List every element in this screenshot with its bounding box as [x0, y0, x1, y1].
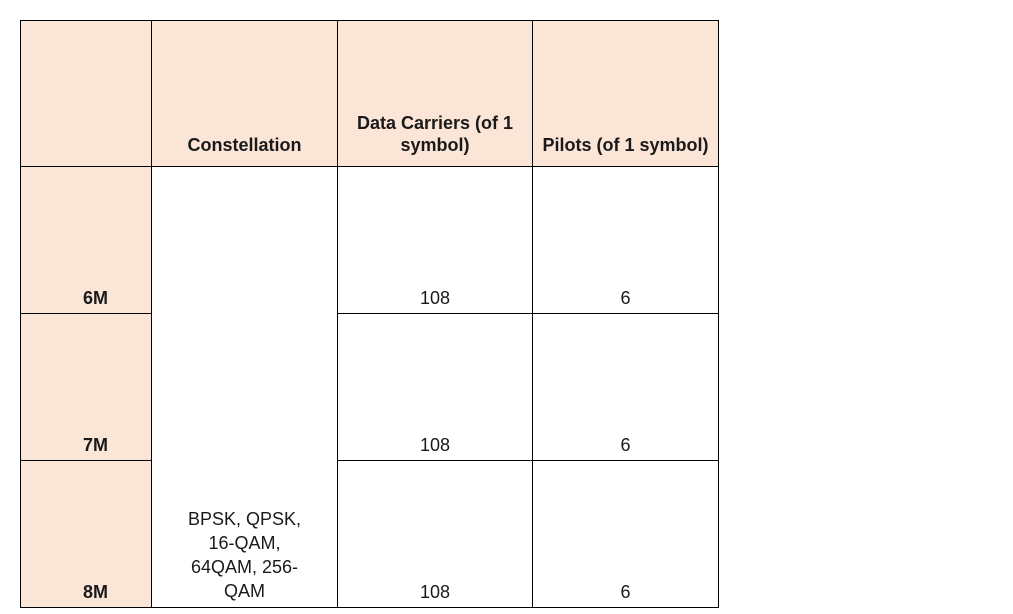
data-carriers-value: 108	[338, 314, 533, 461]
spec-table	[20, 20, 719, 608]
data-carriers-value: 108	[338, 167, 533, 314]
header-pilots: Pilots (of 1 symbol)	[533, 21, 719, 167]
constellation-cell	[152, 167, 338, 608]
row-label: 8M	[21, 461, 152, 608]
pilots-value: 6	[533, 461, 719, 608]
row-label: 7M	[21, 314, 152, 461]
pilots-value: 6	[533, 314, 719, 461]
header-data-carriers: Data Carriers (of 1 symbol)	[338, 21, 533, 167]
header-constellation: Constellation	[152, 21, 338, 167]
pilots-value: 6	[533, 167, 719, 314]
table-row	[21, 167, 719, 314]
table-row	[21, 314, 719, 461]
header-corner-cell	[21, 21, 152, 167]
constellation-value: BPSK, QPSK, 16-QAM, 64QAM, 256-QAM	[187, 509, 302, 601]
row-label: 6M	[21, 167, 152, 314]
header-row	[21, 21, 719, 167]
data-carriers-value: 108	[338, 461, 533, 608]
table-row	[21, 461, 719, 608]
